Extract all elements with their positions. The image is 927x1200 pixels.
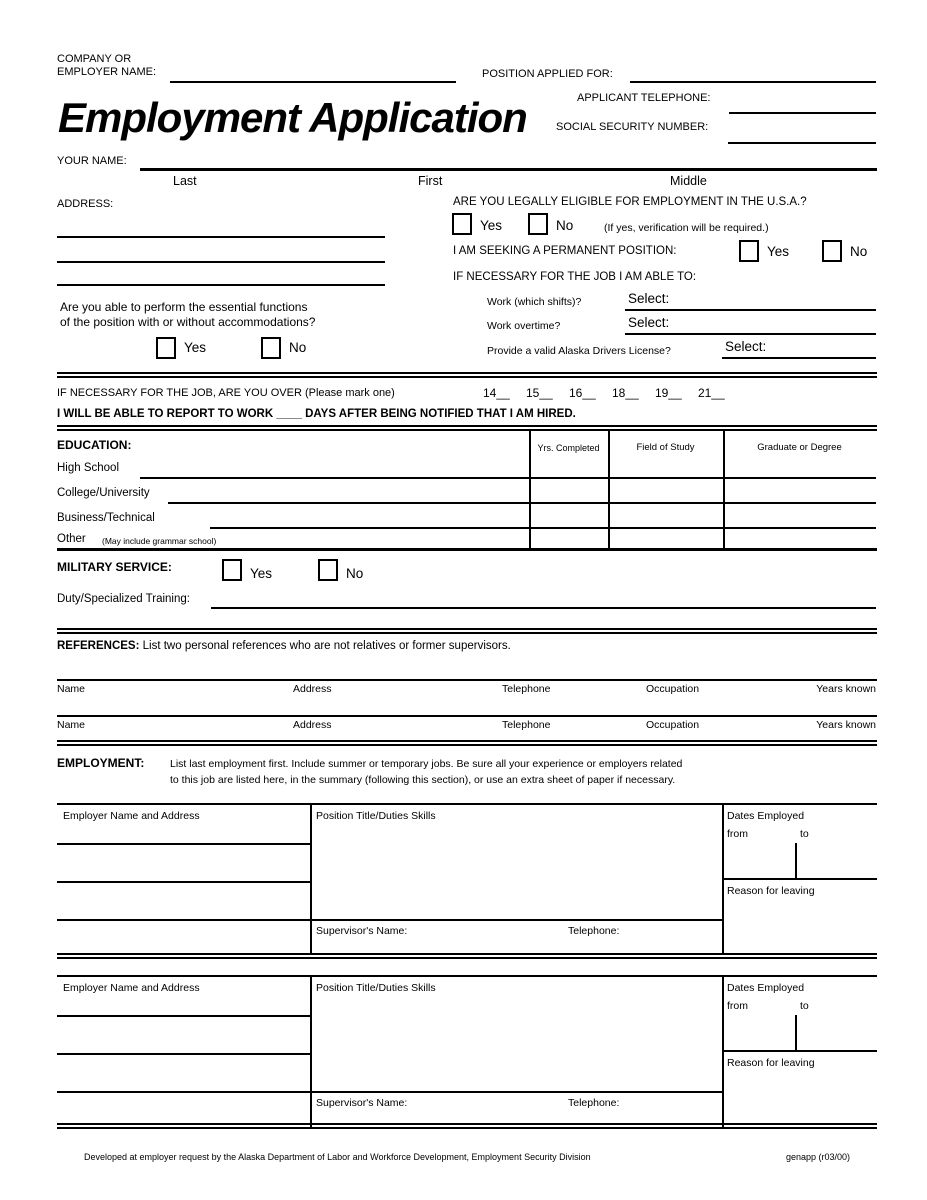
your-name-field-line[interactable] xyxy=(140,168,877,171)
employment-2-position-label: Position Title/Duties Skills xyxy=(316,982,436,994)
employment-1-reason-label: Reason for leaving xyxy=(727,885,815,897)
education-table-bottom-border xyxy=(57,548,877,551)
permanent-no-checkbox[interactable] xyxy=(822,240,842,262)
employment-1-position-label: Position Title/Duties Skills xyxy=(316,810,436,822)
eligible-yes-label: Yes xyxy=(480,218,503,233)
reference-1-col-name: Name xyxy=(57,683,86,695)
employment-2-employer-line-2[interactable] xyxy=(57,1053,310,1055)
employment-2-top-border xyxy=(57,975,877,977)
education-col-field-of-study: Field of Study xyxy=(636,442,695,453)
military-yes-label: Yes xyxy=(250,566,273,581)
reference-1-col-years-known: Years known xyxy=(816,683,876,695)
duty-training-label: Duty/Specialized Training: xyxy=(57,593,190,605)
permanent-yes-label: Yes xyxy=(767,244,790,259)
work-overtime-question: Work overtime? xyxy=(487,320,561,332)
education-row-business-label: Business/Technical xyxy=(57,512,155,524)
employment-2-from-label: from xyxy=(727,1000,748,1012)
accommodations-no-label: No xyxy=(289,340,307,355)
name-first-label: First xyxy=(418,174,443,188)
work-shifts-field-line[interactable] xyxy=(625,309,876,311)
age-option-16[interactable]: 16__ xyxy=(569,386,596,400)
section-divider-3 xyxy=(57,628,877,634)
section-divider-4 xyxy=(57,740,877,746)
age-option-21[interactable]: 21__ xyxy=(698,386,725,400)
employment-1-dates-label: Dates Employed xyxy=(727,810,805,822)
military-no-label: No xyxy=(346,566,364,581)
references-title: REFERENCES: xyxy=(57,640,140,652)
page-title: Employment Application xyxy=(58,94,527,141)
employment-title: EMPLOYMENT: xyxy=(57,756,145,770)
name-middle-label: Middle xyxy=(670,174,707,188)
employment-1-to-label: to xyxy=(800,828,809,840)
employment-description-line2: to this job are listed here, in the summary (following this section), or use an extra sheet of paper if necessary. xyxy=(170,774,676,786)
section-divider-2 xyxy=(57,425,877,431)
eligible-no-label: No xyxy=(556,218,574,233)
education-other-note: (May include grammar school) xyxy=(102,536,217,546)
age-option-15[interactable]: 15__ xyxy=(526,386,553,400)
employment-2-vline-left xyxy=(310,975,312,1127)
reference-1-field-line[interactable] xyxy=(57,679,877,681)
education-col-yrs-completed: Yrs. Completed xyxy=(537,443,600,453)
military-title: MILITARY SERVICE: xyxy=(57,560,172,574)
education-row-college-line[interactable] xyxy=(168,502,876,504)
accommodations-yes-checkbox[interactable] xyxy=(156,337,176,359)
eligible-question: ARE YOU LEGALLY ELIGIBLE FOR EMPLOYMENT IN THE U.S.A.? xyxy=(453,196,807,208)
age-option-14[interactable]: 14__ xyxy=(483,386,510,400)
position-applied-field-line[interactable] xyxy=(630,81,876,83)
age-question: IF NECESSARY FOR THE JOB, ARE YOU OVER (Please mark one) xyxy=(57,387,395,399)
age-option-19[interactable]: 19__ xyxy=(655,386,682,400)
employment-1-employer-label: Employer Name and Address xyxy=(63,810,200,822)
accommodations-question-line2: of the position with or without accommodations? xyxy=(60,315,316,329)
employment-1-dates-reason-divider xyxy=(722,878,877,880)
address-field-line-3[interactable] xyxy=(57,284,385,286)
employment-1-supervisor-divider xyxy=(310,919,724,921)
employment-2-dates-label: Dates Employed xyxy=(727,982,805,994)
employment-1-employer-line-1[interactable] xyxy=(57,843,310,845)
reference-1-col-address: Address xyxy=(293,683,332,695)
education-col-graduate-degree: Graduate or Degree xyxy=(757,442,842,453)
company-name-label-line2: EMPLOYER NAME: xyxy=(57,65,157,78)
reference-2-col-occupation: Occupation xyxy=(646,719,700,731)
work-overtime-field-line[interactable] xyxy=(625,333,876,335)
permanent-position-question: I AM SEEKING A PERMANENT POSITION: xyxy=(453,245,677,257)
company-name-field-line[interactable] xyxy=(170,81,456,83)
work-shifts-question: Work (which shifts)? xyxy=(487,296,582,308)
military-yes-checkbox[interactable] xyxy=(222,559,242,581)
accommodations-yes-label: Yes xyxy=(184,340,207,355)
your-name-label: YOUR NAME: xyxy=(57,155,127,167)
employment-2-employer-label: Employer Name and Address xyxy=(63,982,200,994)
employment-1-telephone-label: Telephone: xyxy=(568,925,620,937)
address-field-line-1[interactable] xyxy=(57,236,385,238)
education-row-high-school-label: High School xyxy=(57,462,120,474)
work-shifts-select[interactable]: Select: xyxy=(628,291,670,306)
section-divider-1 xyxy=(57,372,877,378)
drivers-license-select[interactable]: Select: xyxy=(725,339,767,354)
employment-2-employer-line-3[interactable] xyxy=(57,1091,310,1093)
employment-1-bottom-border xyxy=(57,953,877,959)
employment-1-from-label: from xyxy=(727,828,748,840)
age-option-18[interactable]: 18__ xyxy=(612,386,639,400)
employment-1-vline-left xyxy=(310,803,312,955)
accommodations-no-checkbox[interactable] xyxy=(261,337,281,359)
employment-1-employer-line-2[interactable] xyxy=(57,881,310,883)
employment-2-bottom-border xyxy=(57,1123,877,1129)
reference-2-field-line[interactable] xyxy=(57,715,877,717)
reference-1-col-occupation: Occupation xyxy=(646,683,700,695)
able-to-heading: IF NECESSARY FOR THE JOB I AM ABLE TO: xyxy=(453,271,697,283)
employment-2-supervisor-divider xyxy=(310,1091,724,1093)
reference-2-col-name: Name xyxy=(57,719,86,731)
reference-2-col-years-known: Years known xyxy=(816,719,876,731)
applicant-telephone-field-line[interactable] xyxy=(729,112,876,114)
ssn-label: SOCIAL SECURITY NUMBER: xyxy=(556,121,709,133)
employment-description-line1: List last employment first. Include summer or temporary jobs. Be sure all your experience or employers related xyxy=(170,758,683,770)
report-to-work-statement: I WILL BE ABLE TO REPORT TO WORK ____ DAYS AFTER BEING NOTIFIED THAT I AM HIRED. xyxy=(57,408,576,420)
education-row-college-label: College/University xyxy=(57,487,150,499)
employment-2-telephone-label: Telephone: xyxy=(568,1097,620,1109)
footer-credit: Developed at employer request by the Alaska Department of Labor and Workforce Development, Employment Security Division xyxy=(84,1152,591,1162)
employment-1-employer-line-3[interactable] xyxy=(57,919,310,921)
ssn-field-line[interactable] xyxy=(728,142,876,144)
employment-2-supervisor-label: Supervisor's Name: xyxy=(316,1097,408,1109)
footer-form-code: genapp (r03/00) xyxy=(786,1152,851,1162)
reference-1-col-telephone: Telephone xyxy=(502,683,551,695)
education-row-high-school-line[interactable] xyxy=(140,477,876,479)
drivers-license-field-line[interactable] xyxy=(722,357,876,359)
employment-2-employer-line-1[interactable] xyxy=(57,1015,310,1017)
eligible-no-checkbox[interactable] xyxy=(528,213,548,235)
address-label: ADDRESS: xyxy=(57,198,114,210)
military-no-checkbox[interactable] xyxy=(318,559,338,581)
eligible-yes-checkbox[interactable] xyxy=(452,213,472,235)
education-row-business-line[interactable] xyxy=(210,527,876,529)
applicant-telephone-label: APPLICANT TELEPHONE: xyxy=(577,92,711,104)
name-last-label: Last xyxy=(173,174,197,188)
work-overtime-select[interactable]: Select: xyxy=(628,315,670,330)
employment-1-top-border xyxy=(57,803,877,805)
accommodations-question-line1: Are you able to perform the essential functions xyxy=(60,300,308,314)
references-description: List two personal references who are not relatives or former supervisors. xyxy=(142,640,511,652)
employment-2-to-label: to xyxy=(800,1000,809,1012)
address-field-line-2[interactable] xyxy=(57,261,385,263)
permanent-yes-checkbox[interactable] xyxy=(739,240,759,262)
education-title: EDUCATION: xyxy=(57,438,132,452)
position-applied-label: POSITION APPLIED FOR: xyxy=(482,68,613,80)
duty-training-field-line[interactable] xyxy=(211,607,876,609)
reference-2-col-address: Address xyxy=(293,719,332,731)
employment-1-from-to-divider xyxy=(795,843,797,880)
permanent-no-label: No xyxy=(850,244,868,259)
company-name-label xyxy=(57,53,156,78)
employment-2-from-to-divider xyxy=(795,1015,797,1052)
employment-1-supervisor-label: Supervisor's Name: xyxy=(316,925,408,937)
references-heading xyxy=(57,640,511,653)
employment-2-reason-label: Reason for leaving xyxy=(727,1057,815,1069)
verification-note: (If yes, verification will be required.) xyxy=(604,222,769,234)
education-row-other-label: Other xyxy=(57,533,86,545)
company-name-label-line1: COMPANY OR xyxy=(57,53,132,65)
employment-2-dates-reason-divider xyxy=(722,1050,877,1052)
drivers-license-question: Provide a valid Alaska Drivers License? xyxy=(487,345,671,357)
reference-2-col-telephone: Telephone xyxy=(502,719,551,731)
